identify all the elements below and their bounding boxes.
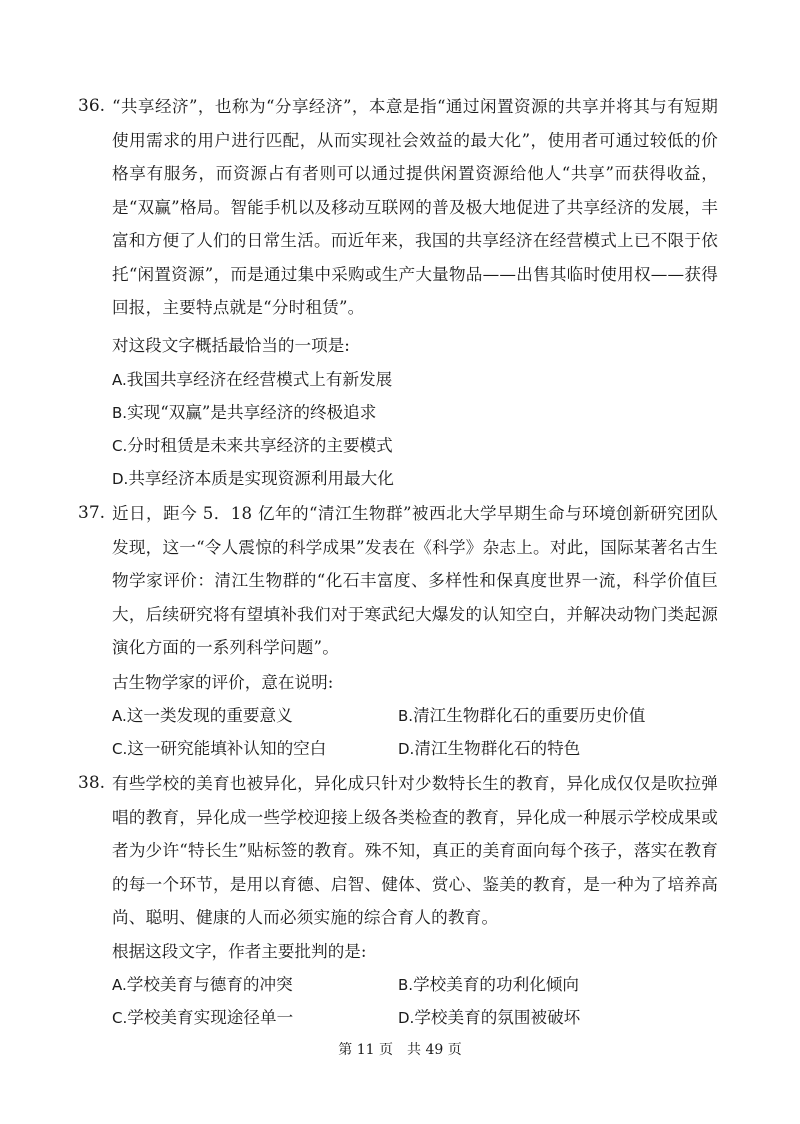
question-number: 37. xyxy=(78,503,106,523)
option-c xyxy=(112,1001,293,1035)
option-letter: B. xyxy=(398,707,414,725)
option-b xyxy=(112,396,376,430)
option-letter: D. xyxy=(398,740,415,758)
option-letter: C. xyxy=(112,740,128,758)
option-text: 分时租赁是未来共享经济的主要模式 xyxy=(127,436,393,455)
option-text: 学校美育实现途径单一 xyxy=(127,1008,294,1027)
option-a xyxy=(112,968,293,1002)
option-d xyxy=(398,1001,580,1035)
question-number: 36. xyxy=(78,96,106,116)
option-letter: D. xyxy=(112,470,129,488)
option-text: 清江生物群化石的特色 xyxy=(414,739,581,758)
option-letter: B. xyxy=(112,404,128,422)
option-letter: A. xyxy=(112,371,127,389)
option-b xyxy=(398,968,579,1002)
option-letter: B. xyxy=(398,976,414,994)
question-stem: 近日，距今 5．18 亿年的“清江生物群”被西北大学早期生命与环境创新研究团队发现，这一“令人震惊的科学成果”发表在《科学》杂志上。对此，国际某著名古生物学家评价：清江生物群的“化石丰富度、多样性和保真度世界一流，科学价值巨大，后续研究将有望填补我们对于寒武纪大爆发的认知空白，并解决动物门类起源演化方面的一系列科学问题”。 xyxy=(112,504,718,657)
option-text: 我国共享经济在经营模式上有新发展 xyxy=(126,370,393,389)
option-a xyxy=(112,699,293,733)
option-letter: A. xyxy=(112,976,127,994)
option-c xyxy=(112,732,326,766)
option-text: 学校美育与德育的冲突 xyxy=(126,975,293,994)
question-stem: “共享经济”，也称为“分享经济”，本意是指“通过闲置资源的共享并将其与有短期使用需求的用户进行匹配，从而实现社会效益的最大化”，使用者可通过较低的价格享有服务，而资源占有者则可以通过提供闲置资源给他人“共享”而获得收益，是“双赢”格局。智能手机以及移动互联网的普及极大地促进了共享经济的发展，丰富和方便了人们的日常生活。而近年来，我国的共享经济在经营模式上已不限于依托“闲置资源”，而是通过集中采购或生产大量物品——出售其临时使用权——获得回报，主要特点就是“分时租赁”。 xyxy=(112,97,718,317)
option-d xyxy=(112,462,394,496)
option-letter: D. xyxy=(398,1009,415,1027)
option-letter: C. xyxy=(112,1009,128,1027)
option-text: 这一研究能填补认知的空白 xyxy=(127,739,327,758)
question-number: 38. xyxy=(78,773,106,793)
option-c xyxy=(112,429,393,463)
option-text: 学校美育的功利化倾向 xyxy=(413,975,579,994)
option-letter: A. xyxy=(112,707,127,725)
option-text: 清江生物群化石的重要历史价值 xyxy=(413,706,646,725)
page-footer: 第 11 页 共 49 页 xyxy=(338,1042,462,1058)
option-b xyxy=(398,699,645,733)
option-text: 学校美育的氛围被破坏 xyxy=(414,1008,581,1027)
option-text: 共享经济本质是实现资源利用最大化 xyxy=(128,469,394,488)
question-prompt: 根据这段文字，作者主要批判的是: xyxy=(112,942,367,961)
option-d xyxy=(398,732,580,766)
option-letter: C. xyxy=(112,437,128,455)
option-text: 实现“双赢”是共享经济的终极追求 xyxy=(127,403,377,422)
question-prompt: 古生物学家的评价，意在说明: xyxy=(112,673,334,692)
option-a xyxy=(112,363,392,397)
question-stem: 有些学校的美育也被异化，异化成只针对少数特长生的教育，异化成仅仅是吹拉弹唱的教育，异化成一些学校迎接上级各类检查的教育，异化成一种展示学校成果或者为少许“特长生”贴标签的教育。殊不知，真正的美育面向每个孩子，落实在教育的每一个环节，是用以育德、启智、健体、赏心、鉴美的教育，是一种为了培养高尚、聪明、健康的人而必须实施的综合育人的教育。 xyxy=(112,774,718,927)
question-prompt: 对这段文字概括最恰当的一项是: xyxy=(112,336,350,355)
option-text: 这一类发现的重要意义 xyxy=(126,706,293,725)
